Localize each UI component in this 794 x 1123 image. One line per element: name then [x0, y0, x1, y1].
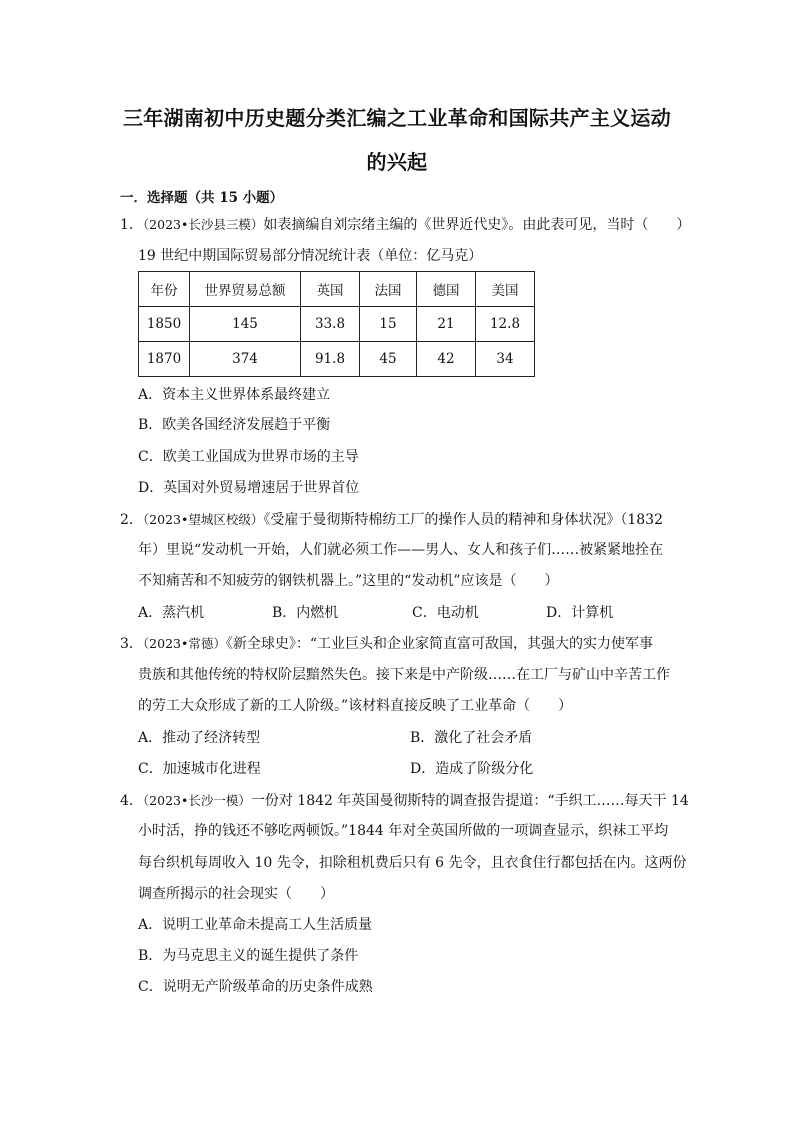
table-header-cell: 法国 [360, 272, 417, 307]
table-cell: 34 [476, 342, 535, 377]
table-row [139, 307, 535, 342]
table-cell: 145 [190, 307, 301, 342]
question-text: 《新全球史》：“工业巨头和企业家简直富可敌国，其强大的实力使军事 [225, 636, 654, 652]
table-row [139, 342, 535, 377]
question-4-text-line: 小时活，挣的钱还不够吃两顿饭。”1844 年对全英国所做的一项调查显示，织袜工平均 [138, 823, 669, 839]
question-4-option-c: C．说明无产阶级革命的历史条件成熟 [138, 979, 373, 995]
question-3-option-d: D．造成了阶级分化 [410, 761, 534, 777]
trade-statistics-table [138, 271, 535, 377]
question-source: （2023•长沙一模） [142, 793, 251, 808]
table-header-cell: 年份 [139, 272, 190, 307]
table-cell: 91.8 [301, 342, 360, 377]
question-2-option-a: A．蒸汽机 [138, 605, 205, 621]
question-source: （2023•望城区校级） [142, 512, 264, 527]
table-header-cell: 英国 [301, 272, 360, 307]
table-cell: 1870 [139, 342, 190, 377]
table-header-row [139, 272, 535, 307]
table-cell: 45 [360, 342, 417, 377]
table-header-cell: 德国 [417, 272, 476, 307]
table-header-cell: 美国 [476, 272, 535, 307]
question-4-text-line: 每台织机每周收入 10 先令，扣除租机费后只有 6 先令，且衣食住行都包括在内。这两份 [138, 855, 687, 871]
table-cell: 1850 [139, 307, 190, 342]
question-text: 《受雇于曼彻斯特棉纺工厂的操作人员的精神和身体状况》（1832 [263, 512, 663, 528]
question-1-stem [120, 215, 690, 235]
question-3-stem [120, 634, 653, 654]
section-heading: 一．选择题（共 15 小题） [120, 190, 284, 206]
question-number: 3． [120, 636, 143, 652]
question-text: 如表摘编自刘宗绪主编的《世界近代史》。由此表可见，当时（ ） [263, 217, 691, 233]
question-1-option-b: B．欧美各国经济发展趋于平衡 [138, 417, 331, 433]
question-4-option-b: B．为马克思主义的诞生提供了条件 [138, 948, 359, 964]
question-2-text-line: 年）里说“发动机一开始，人们就必须工作——男人、女人和孩子们……被紧紧地拴在 [138, 542, 664, 558]
question-text: 一份对 1842 年英国曼彻斯特的调查报告提道：“手织工……每天干 14 [250, 793, 689, 809]
table-header-cell: 世界贸易总额 [190, 272, 301, 307]
question-2-stem [120, 510, 663, 530]
question-4-stem [120, 791, 689, 811]
table-cell: 21 [417, 307, 476, 342]
question-3-text-line: 贵族和其他传统的特权阶层黯然失色。接下来是中产阶级……在工厂与矿山中辛苦工作 [138, 667, 670, 683]
table-cell: 12.8 [476, 307, 535, 342]
document-title-line-2: 的兴起 [366, 150, 428, 174]
question-2-option-b: B．内燃机 [272, 605, 339, 621]
question-2-option-c: C．电动机 [412, 605, 479, 621]
question-3-option-b: B．激化了社会矛盾 [410, 730, 533, 746]
question-number: 2． [120, 512, 143, 528]
question-source: （2023•长沙县三模） [142, 217, 264, 232]
table-cell: 15 [360, 307, 417, 342]
question-number: 1． [120, 217, 143, 233]
question-3-text-line: 的劳工大众形成了新的工人阶级。”该材料直接反映了工业革命（ ） [138, 698, 573, 714]
question-2-option-d: D．计算机 [546, 605, 614, 621]
question-1-option-c: C．欧美工业国成为世界市场的主导 [138, 449, 359, 465]
question-1-option-a: A．资本主义世界体系最终建立 [138, 387, 331, 403]
question-1-option-d: D．英国对外贸易增速居于世界首位 [138, 480, 360, 496]
question-3-option-a: A．推动了经济转型 [138, 730, 261, 746]
question-4-text-line: 调查所揭示的社会现实（ ） [138, 886, 334, 902]
question-3-option-c: C．加速城市化进程 [138, 761, 261, 777]
table-caption: 19 世纪中期国际贸易部分情况统计表（单位：亿马克） [138, 248, 483, 264]
table-cell: 33.8 [301, 307, 360, 342]
table-cell: 374 [190, 342, 301, 377]
question-2-text-line: 不知痛苦和不知疲劳的钢铁机器上。”这里的“发动机”应该是（ ） [138, 573, 559, 589]
document-title-line-1: 三年湖南初中历史题分类汇编之工业革命和国际共产主义运动 [122, 106, 672, 130]
question-source: （2023•常德） [142, 636, 226, 651]
question-4-option-a: A．说明工业革命未提高工人生活质量 [138, 917, 373, 933]
table-cell: 42 [417, 342, 476, 377]
question-number: 4． [120, 793, 143, 809]
